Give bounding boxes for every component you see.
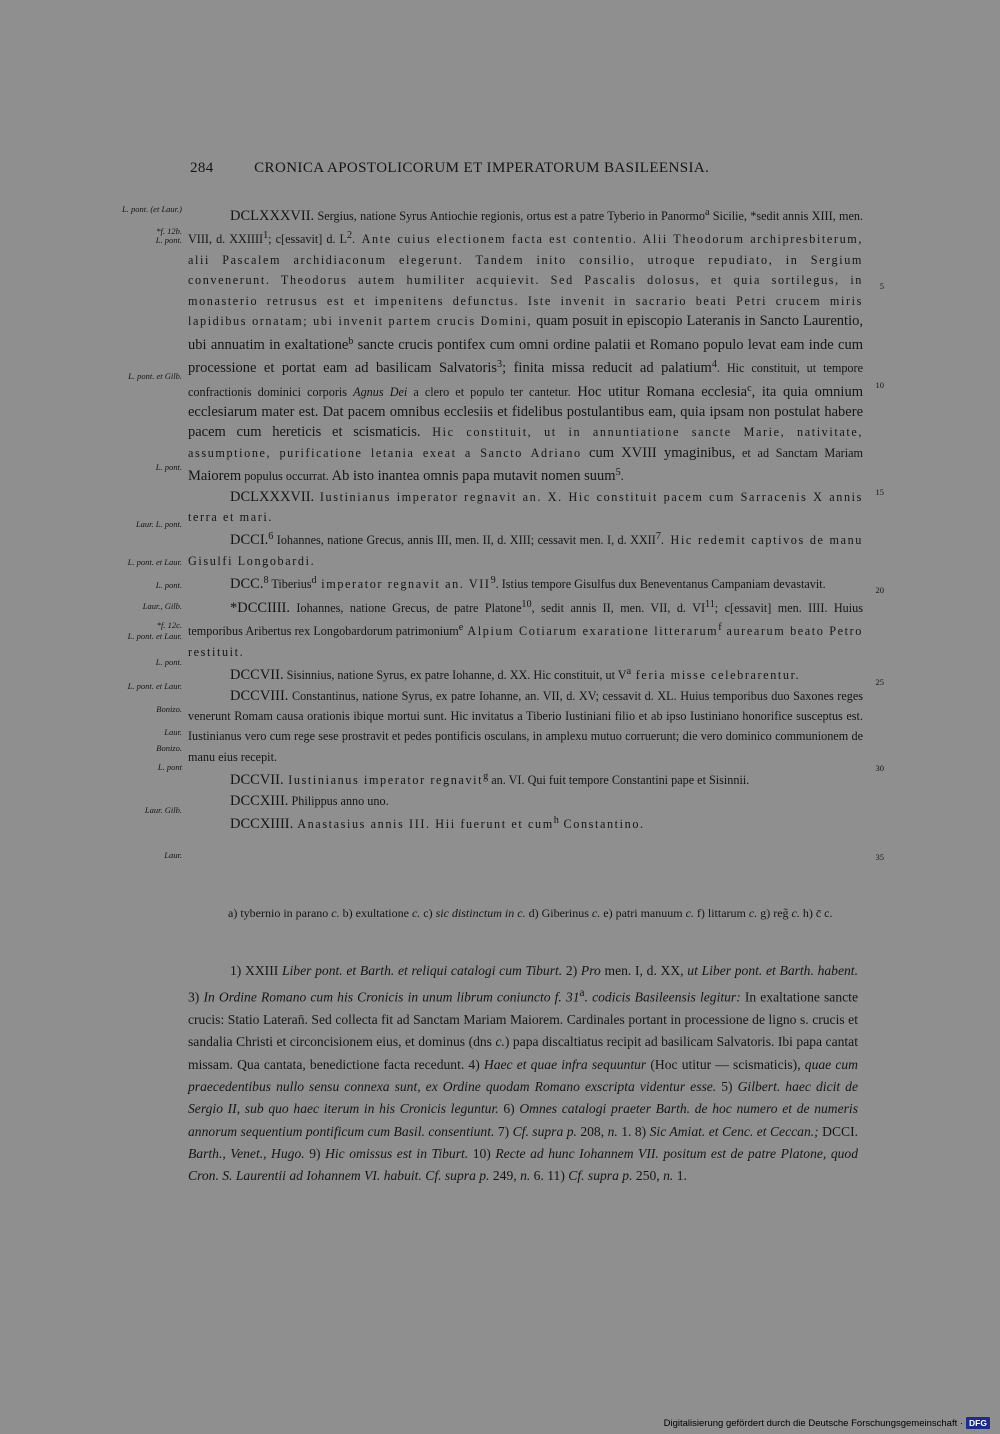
entry-year: DCCVII. — [230, 772, 284, 789]
footnote: ut Liber pont. et Barth. habent. — [687, 963, 858, 978]
entry-text: Constantino. — [558, 817, 645, 832]
apparatus-note: c. — [411, 906, 421, 920]
running-title: CRONICA APOSTOLICORUM ET IMPERATORUM BASILEENSIA. — [254, 160, 710, 176]
margin-note: L. pont — [157, 762, 182, 772]
entry-text: ; c[essavit] men. IIII. Huius temporibus Aribertus rex Longobardorum patrimonium — [188, 600, 863, 639]
entry-text: an. VI. Qui fuit tempore Constantini pape et Sisinnii. — [488, 773, 750, 788]
footnote-marker: a — [626, 666, 632, 678]
entry-text: Ab isto inantea omnis papa mutavit nomen suum — [328, 468, 616, 485]
apparatus-note: sic distinctum in c. — [435, 906, 526, 920]
footnote: Gilbert. haec dicit de Sergio II, sub quo haec iterum in his Cronicis leguntur. — [188, 1079, 859, 1117]
footnote-marker: a — [704, 207, 710, 218]
chronicle-entry — [188, 686, 863, 768]
dfg-logo: DFG — [966, 1417, 990, 1429]
entry-year: DCCXIIII. — [230, 816, 294, 833]
critical-apparatus — [228, 903, 868, 923]
apparatus-note: c. — [748, 906, 758, 920]
entry-text: feria misse celebrarentur. — [631, 668, 801, 683]
entry-text: Philippus anno uno. — [288, 793, 389, 808]
entry-text: Iohannes, natione Grecus, de patre Platone — [290, 600, 522, 615]
apparatus-note: c. — [331, 906, 340, 920]
footnote: 1. — [673, 1168, 687, 1184]
margin-note: Laur. L. pont. — [135, 519, 182, 529]
margin-note: L. pont. — [155, 580, 182, 590]
entry-year: DCCVIII. — [230, 687, 289, 704]
page-number: 284 — [190, 160, 214, 176]
footnote: Omnes catalogi praeter Barth. de hoc numero et de numeris annorum sequentium pontificum cum Basil. consentiunt. — [188, 1101, 859, 1139]
chronicle-entry — [188, 527, 863, 571]
entry-text: . Istius tempore Gisulfus dux Beneventanus Campaniam devastavit. — [495, 577, 826, 592]
margin-note: L. pont. — [155, 657, 182, 667]
footnote: 1. — [617, 1123, 632, 1139]
footnote: 1) XXIII — [230, 963, 282, 978]
footnotes — [188, 960, 858, 1188]
entry-text: populus occurrat. — [241, 469, 329, 484]
margin-note: Laur. — [164, 850, 182, 860]
entry-year: DCLXXXVII. — [230, 488, 315, 505]
footnote-marker: h — [553, 815, 559, 827]
margin-note: L. pont. — [155, 462, 182, 472]
funding-text: Digitalisierung gefördert durch die Deutsche Forschungsgemeinschaft · — [663, 1417, 964, 1429]
margin-note: Laur., Gilb. — [142, 601, 182, 611]
footnote: 6) — [498, 1101, 520, 1117]
line-number: 30 — [875, 763, 884, 773]
footnote-marker: b — [348, 335, 354, 347]
footnote-marker: 4 — [711, 359, 717, 371]
footnote: n. — [520, 1168, 531, 1184]
footnote: 3) — [188, 989, 204, 1005]
entry-text: a clero et populo ter cantetur. — [407, 384, 571, 399]
entry-text: Hoc utitur Romana ecclesia — [570, 383, 748, 400]
line-number: 5 — [879, 281, 884, 291]
apparatus-note: c. — [791, 906, 800, 920]
footnote: . codicis Basileensis legitur: — [584, 989, 741, 1005]
margin-note: L. pont. et Laur. — [127, 681, 182, 691]
entry-text: ; c[essavit] d. L — [268, 232, 347, 247]
footnote: In exaltatione sancte crucis: Statio Lateran̄. Sed collecta fit ad Sanctam Mariam Maiorem. Cardinales portant in processione de ligno s. crucis et sandalia Christi et circoncisionem eius, et dominus (dns — [188, 989, 858, 1050]
apparatus-note: g) reg̃ — [757, 906, 792, 920]
footnote: Haec et quae infra sequuntur — [483, 1056, 647, 1072]
apparatus-note: a) tybernio in parano — [228, 906, 332, 920]
entry-text: . Hic constituit, ut tempore confractionis dominici corporis — [188, 361, 863, 399]
footnote: Cf. supra p. — [568, 1168, 633, 1184]
footnote: n. — [663, 1168, 674, 1184]
line-number: 15 — [875, 487, 884, 497]
chronicle-entry — [188, 662, 863, 685]
apparatus-note: f) littarum — [693, 906, 749, 920]
footnote: Pro — [580, 963, 601, 978]
footnote: 10) — [468, 1145, 496, 1161]
entry-text: Sergius, natione Syrus Antiochie regionis, ortus est a patre Tyberio in Panormo — [314, 209, 705, 224]
margin-note: L. pont. et Laur. — [127, 631, 182, 641]
entry-year: DCCVII. — [230, 667, 284, 684]
footnote: 4) — [464, 1056, 484, 1072]
entry-year: DCC. — [230, 576, 264, 593]
entry-text: . Ante cuius electionem facta est contentio. Alii Theodorum archipresbiterum, alii Pascalem archidiaconum elegerunt. Tandem inito consilio, utroque repudiato, in Sergium convenerunt. Theodorus autem humiliter acquievit. Sed Pascalis dolosus, et quia sortilegus, in monasterio retrusus est et impenitens defunctus. Iste invenit in sacrario beati Petri crucem miris lapidibus ornatam; ubi invenit partem crucis Domini, — [188, 232, 864, 329]
entry-text: ; finita missa reducit ad palatium — [502, 360, 712, 377]
margin-note: *f. 12b. — [156, 226, 182, 236]
footnote-marker: c — [747, 382, 752, 394]
footnote-marker: g — [483, 771, 489, 783]
footnote-marker: 5 — [615, 467, 621, 479]
entry-text: Tiberius — [268, 577, 312, 592]
footnote-marker: 8 — [263, 575, 269, 587]
entry-text: Anastasius annis III. Hii fuerunt et cum — [293, 817, 554, 832]
footnote-marker: 1 — [263, 230, 269, 242]
entry-text: quam posuit in episcopio Lateranis in Sancto Laurentio, ubi annuatim in exaltatione — [188, 313, 863, 353]
footnote-marker: e — [458, 622, 464, 634]
footnote: Barth., Venet., Hugo. — [188, 1145, 305, 1161]
margin-note: Bonizo. — [156, 704, 182, 714]
chronicle-entry — [188, 595, 863, 662]
running-header — [190, 160, 890, 177]
footnote-marker: 11 — [705, 598, 715, 610]
footnote: quae cum praecedentibus nullo sensu connexa sunt, ex Ordine quodam Romano exscripta videntur esse. — [188, 1056, 858, 1095]
entry-text: Hic constituit, ut in annuntiatione sancte Marie, nativitate, assumptione, purificatione letania exeat a Sancto Adriano — [188, 425, 863, 460]
footnote-marker: f — [718, 622, 722, 634]
entry-year: DCLXXXVII. — [230, 208, 315, 225]
footnote: In Ordine Romano cum his Cronicis in unum librum coniuncto f. 31 — [203, 989, 580, 1005]
footnote-marker: 6 — [268, 531, 274, 543]
footnote: Cf. supra p. — [512, 1123, 577, 1139]
margin-note: L. pont. — [155, 235, 182, 245]
entry-text: . Hic redemit captivos de manu Gisulfi Longobardi. — [188, 533, 864, 568]
footnote: 7) — [494, 1123, 513, 1139]
line-number: 35 — [875, 852, 884, 862]
footnote: 249, — [489, 1168, 521, 1184]
margin-note: Laur. — [164, 727, 182, 737]
entry-text: sancte crucis pontifex cum omni ordine palatii et Romano populo levat eam inde cum processione et portat eam ad basilicam Salvatoris — [188, 336, 864, 377]
footnote: c. — [495, 1034, 505, 1050]
chronicle-entry — [188, 487, 863, 528]
margin-note: L. pont. et Laur. — [127, 557, 182, 567]
footnote-marker: 2 — [346, 230, 353, 242]
chronicle-entry: DCLXXXVII. Sergius, natione Syrus Antiochie regionis, ortus est a patre Tyberio in Panormo$^a$ Sicilie, *sedit annis XIII, men. VIII, d. XXIIII$^1$; c[essavit] d. $L^2$. Ante cuius electionem facta est contentio. Alii Theodorum archipresbiterum, alii Pascalem archidiaconum elegerunt. Tandem inito consilio, utroque repudiato, in Sergium convenerunt. Theodorus autem humiliter acquievit. Sed Pascalis dolosus, et quia sortilegus, in monasterio retrusus est et impenitens defunctus. Iste invenit in sacrario beati Petri crucem miris lapidibus ornatam; ubi invenit partem crucis Domini, quam posuit in episcopio Lateranis in Sancto Laurentio, ubi annuatim in exaltatione$^b$ sancte crucis pontifex cum omni ordine palatii et Romano populo levat eam inde cum processione et portat eam ad basilicam Salvatoris$^3$; finita missa reducit ad palatium$^4$. Hic constituit, ut tempore confractionis dominici corporis Agnus Dei a clero et populo ter cantetur. Hoc utitur Romana ecclesia$^c$, ita quia omnium ecclesiarum mater est. Dat pacem omnibus ecclesiis et fidelibus postulantibus eam, quia ipsam non postulat habere pacem cum hereticis et scismaticis. Hic constituit, ut in annuntiatione sancte Marie, nativitate, assumptione, purificatione letania exeat a Sancto Adriano cum XVIII ymaginibus, et ad Sanctam Mariam Maiorem populus occurrat. Ab isto inantea omnis papa mutavit nomen suum$^5$. — [188, 207, 864, 485]
entry-text: Maiorem — [188, 468, 242, 485]
apparatus-note: d) Giberinus — [525, 906, 592, 920]
footnote-marker: a — [579, 987, 585, 1000]
footnote-marker: 9 — [490, 575, 496, 587]
main-text — [188, 203, 863, 835]
footnote: 11) — [543, 1168, 569, 1184]
entry-text: Iustinianus imperator regnavit an. X. Hic constituit pacem cum Sarracenis X annis terra et mari. — [188, 489, 863, 525]
margin-note: L. pont. (et Laur.) — [122, 204, 182, 214]
entry-year: DCCXIII. — [230, 792, 289, 809]
entry-year: *DCCIIII. — [230, 599, 291, 616]
footnote: 8) — [631, 1123, 650, 1139]
apparatus-note: c) — [420, 906, 436, 920]
entry-text: imperator regnavit an. VII — [316, 577, 491, 592]
entry-text: , sedit annis II, men. VII, d. VI — [531, 600, 706, 615]
footnote-marker: 7 — [655, 531, 661, 543]
entry-text: et ad Sanctam Mariam — [735, 445, 863, 460]
footnote: 2) — [562, 963, 581, 978]
funding-footer — [540, 1416, 990, 1430]
footnote: 5) — [716, 1079, 738, 1095]
footnote: (Hoc utitur — scismaticis), — [646, 1056, 805, 1072]
entry-text: Constantinus, natione Syrus, ex patre Iohanne, an. VII, d. XV; cessavit d. XL. Huius temporibus duo Saxones reges venerunt Romam causa orationis ibique mortui sunt. Hic invitatus a Tiberio Iustiniani filio et ab ipso Iustiniano honorifice susceptus est. Iustinianus vero cum rege sese prostravit et pedes pontificis osculans, in amplexu mutuo corruerunt; die vero dominico communionem de manu eius recepit. — [188, 688, 863, 764]
chronicle-entry — [188, 811, 863, 834]
chronicle-entry — [188, 767, 863, 790]
footnote-block — [188, 960, 858, 1188]
footnote: Liber pont. et Barth. et reliqui catalogi cum Tiburt. — [281, 963, 563, 978]
entry-year: DCCI. — [230, 532, 269, 549]
entry-text: cum XVIII ymaginibus, — [581, 444, 736, 461]
footnote: 6. — [530, 1168, 544, 1184]
footnote: 9) — [304, 1145, 326, 1161]
entry-text: Sicilie, *sedit annis XIII, men. VIII, d. XXIIII — [188, 209, 863, 247]
apparatus-note: c. — [685, 906, 694, 920]
footnote: n. — [607, 1123, 618, 1139]
margin-note: Bonizo. — [156, 743, 182, 753]
footnote-marker: 3 — [497, 359, 503, 371]
line-number: 25 — [875, 677, 884, 687]
entry-text: Sisinnius, natione Syrus, ex patre Iohanne, d. XX. Hic constituit, ut V — [283, 668, 627, 683]
footnote: 250, — [632, 1168, 664, 1184]
apparatus-note: e) patri manuum — [600, 906, 686, 920]
margin-note: L. pont. et Gilb. — [128, 371, 182, 381]
margin-note: Laur. Gilb. — [144, 805, 182, 815]
entry-text: aurearum beato Petro restituit. — [188, 624, 863, 659]
chronicle-entry — [188, 571, 863, 594]
line-number: 20 — [875, 585, 884, 595]
entry-text: Agnus Dei — [353, 384, 408, 399]
entry-text: Alpium Cotiarum exaratione litterarum — [463, 624, 719, 639]
footnote-marker: 10 — [521, 598, 532, 610]
entry-text: , ita quia omnium ecclesiarum mater est. Dat pacem omnibus ecclesiis et fidelibus postulantibus eam, quia ipsam non postulat habere pacem cum hereticis et scismaticis. — [188, 383, 863, 441]
apparatus-note: b) exultatione — [339, 906, 412, 920]
footnote: 208, — [576, 1123, 608, 1139]
footnote: Hic omissus est in Tiburt. — [325, 1145, 469, 1161]
line-number: 10 — [875, 380, 884, 390]
footnote-marker: d — [311, 575, 317, 587]
apparatus-note: c. — [591, 906, 601, 920]
footnote: Recte ad hunc Iohannem VII. positum est de patre Platone, quod Cron. S. Laurentii ad Iohannem VI. habuit. Cf. supra p. — [188, 1145, 859, 1184]
apparatus-note: h) c̄ c. — [799, 906, 833, 920]
footnote: men. I, d. XX, — [600, 963, 688, 978]
entry-text: Iustinianus imperator regnavit — [283, 773, 484, 788]
footnote: DCCI. — [818, 1123, 859, 1139]
footnote: ) papa discaltiatus recipit ad basilicam Salvatoris. Ibi papa cantat missam. Qua cantata, benedictione facta recedunt. — [188, 1034, 858, 1072]
margin-note: *f. 12c. — [156, 620, 182, 630]
footnote: Sic Amiat. et Cenc. et Ceccan.; — [649, 1123, 819, 1139]
entry-text: Iohannes, natione Grecus, annis III, men. II, d. XIII; cessavit men. I, d. XXII — [273, 533, 656, 548]
chronicle-entry — [188, 791, 863, 811]
